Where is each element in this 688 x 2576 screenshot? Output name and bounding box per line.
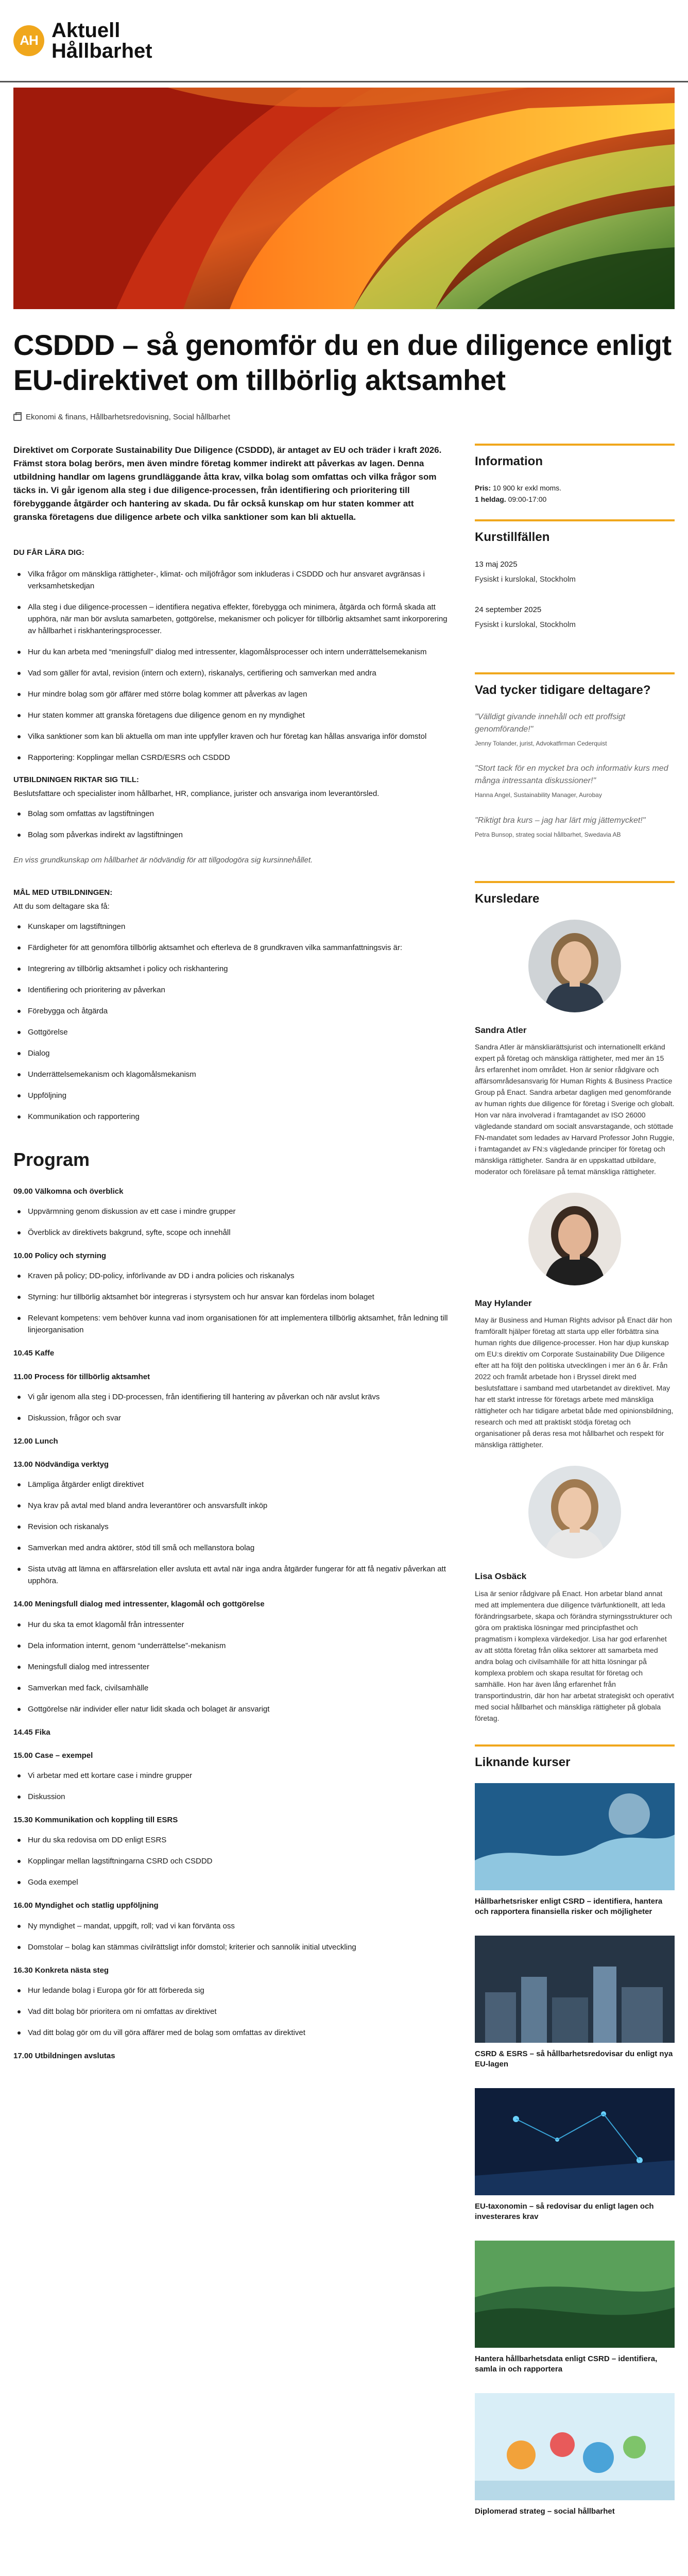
program-bullet: Vad ditt bolag bör prioritera om ni omfattas av direktivet [13, 2006, 448, 2018]
program-bullet: Sista utväg att lämna en affärsrelation eller avsluta ett avtal när inga andra åtgärder fungerar för att få negativ påverkan att upphöra. [13, 1563, 448, 1587]
course-date-location: Fysiskt i kurslokal, Stockholm [475, 574, 576, 584]
testimonial-quote: "Välldigt givande innehåll och ett proffsigt genomförande!" [475, 712, 626, 734]
price-row [475, 482, 675, 494]
sidebar [475, 444, 675, 2535]
learn-list [13, 568, 448, 764]
program-bullet: Dela information internt, genom “underrättelse”-mekanism [13, 1640, 448, 1652]
related-course-title[interactable]: Hållbarhetsrisker enligt CSRD – identifiera, hantera och rapportera finansiella risker och möjligheter [475, 1897, 663, 1916]
price-value: 10 900 kr exkl moms. [493, 484, 562, 493]
category-row [13, 411, 675, 423]
list-item: Hur staten kommer att granska företagens due diligence genom en ny myndighet [13, 709, 448, 721]
list-item: Förebygga och åtgärda [13, 1005, 448, 1017]
program-bullet: Domstolar – bolag kan stämmas civilrättsligt inför domstol; kriterier och sannolik initial utveckling [13, 1941, 448, 1953]
related-course-image [475, 2393, 675, 2500]
program-title: Program [13, 1149, 90, 1170]
leader-bio: May är Business and Human Rights advisor på Enact där hon framförallt hjälper företag att starta upp eller förbättra sina human rights due diligence-processer. Hon har djup kunskap om EU:s direktiv om Corporate Sustainability Due Diligence efter att ha följt den politiska utvecklingen i mer än 6 år. Från 2022 och framåt arbetade hon i Bryssel direkt med beslutsfattare i samband med utarbetandet av direktivet. May har ett starkt intresse för företags arbete med mänskliga rättigheter och har tidigare arbetat både med opinionsbildning, research och med att praktiskt stödja företag och organisationer på deras resa mot hållbarhet och respekt för mänskliga rättigheter. [475, 1316, 674, 1449]
program-item-heading: 10.00 Policy och styrning [13, 1251, 107, 1261]
list-item: Kunskaper om lagstiftningen [13, 921, 448, 933]
target-heading: UTBILDNINGEN RIKTAR SIG TILL: [13, 775, 139, 784]
leaders-heading: Kursledare [475, 881, 675, 908]
leaders-list [475, 920, 675, 1724]
testimonial-author: Petra Bunsop, strateg social hållbarhet, Swedavia AB [475, 831, 621, 838]
program-item-heading: 13.00 Nödvändiga verktyg [13, 1460, 109, 1469]
program-item-heading: 11.00 Process för tillbörlig aktsamhet [13, 1372, 150, 1381]
program-item-heading: 14.45 Fika [13, 1727, 50, 1737]
program-bullet: Relevant kompetens: vem behöver kunna vad inom organisationen för att implementera tillbörlig aktsamhet, från ledning till linjeorganisation [13, 1312, 448, 1336]
program-item-list [13, 1985, 448, 2039]
program-item-list [13, 1391, 448, 1424]
intro-text: Direktivet om Corporate Sustainability Due Diligence (CSDDD), är antaget av EU och träder i kraft 2026. Främst stora bolag berörs, men även mindre företag kommer indirekt att påverkas av lagen. Denna utbildning handlar om lagens grundläggande åtta krav, vilka bolag som omfattas och vilka frågor som täcks in. Vi går igenom alla steg i due diligence-processen, från identifiering och prioritering till förebyggande åtgärder och hantering av skada. Du får också kunskap om hur staten kommer att granska företagens due diligence arbete och vilka sanktioner som kan bli aktuella. [13, 445, 442, 522]
related-course-image [475, 1936, 675, 2043]
page-title: CSDDD – så genomför du en due diligence enligt EU-direktivet om tillbörlig aktsamhet [13, 329, 672, 396]
duration-label: 1 heldag. [475, 495, 506, 504]
leader-avatar [528, 1193, 621, 1285]
goal-list [13, 921, 448, 1123]
program-bullet: Vi går igenom alla steg i DD-processen, från identifiering till hantering av påverkan och när avslut krävs [13, 1391, 448, 1403]
logo-badge: AH [13, 25, 44, 56]
price-label: Pris: [475, 484, 491, 493]
dates-heading: Kurstillfällen [475, 519, 675, 547]
list-item: Bolag som påverkas indirekt av lagstiftningen [13, 829, 448, 841]
program-bullet: Kraven på policy; DD-policy, införlivande av DD i andra policies och riskanalys [13, 1270, 448, 1282]
course-date[interactable] [475, 604, 675, 631]
program-bullet: Samverkan med andra aktörer, stöd till små och mellanstora bolag [13, 1542, 448, 1554]
program-bullet: Ny myndighet – mandat, uppgift, roll; vad vi kan förvänta oss [13, 1920, 448, 1932]
related-course-image [475, 2088, 675, 2195]
program-bullet: Diskussion, frågor och svar [13, 1412, 448, 1424]
program-bullet: Vad ditt bolag gör om du vill göra affärer med de bolag som omfattas av direktivet [13, 2027, 448, 2039]
program-item-list [13, 1270, 448, 1336]
related-course-card[interactable] [475, 2088, 675, 2222]
course-leader [475, 1193, 675, 1450]
program-bullet: Styrning: hur tillbörlig aktsamhet bör integreras i styrsystem och hur ansvar kan fördelas inom bolaget [13, 1291, 448, 1303]
leader-name: Lisa Osbäck [475, 1571, 527, 1582]
program-bullet: Uppvärmning genom diskussion av ett case i mindre grupper [13, 1206, 448, 1217]
related-course-title[interactable]: CSRD & ESRS – så hållbarhetsredovisar du enligt nya EU-lagen [475, 2049, 673, 2069]
program-bullet: Vi arbetar med ett kortare case i mindre grupper [13, 1770, 448, 1782]
related-course-image [475, 2241, 675, 2348]
goal-heading: MÅL MED UTBILDNINGEN: [13, 888, 113, 897]
program-bullet: Lämpliga åtgärder enligt direktivet [13, 1479, 448, 1490]
list-item: Hur mindre bolag som gör affärer med större bolag kommer att påverkas av lagen [13, 688, 448, 700]
course-date-location: Fysiskt i kurslokal, Stockholm [475, 620, 576, 630]
list-item: Vad som gäller för avtal, revision (intern och extern), riskanalys, certifiering och samverkan med andra [13, 667, 448, 679]
duration-row [475, 494, 675, 505]
program-item-heading: 17.00 Utbildningen avslutas [13, 2051, 115, 2060]
testimonials-list [475, 711, 675, 840]
program-item-heading: 14.00 Meningsfull dialog med intressenter, klagomål och gottgörelse [13, 1600, 265, 1609]
site-header [0, 0, 688, 82]
list-item: Underrättelsemekanism och klagomålsmekanism [13, 1069, 448, 1080]
related-course-title[interactable]: EU-taxonomin – så redovisar du enligt lagen och investerares krav [475, 2202, 654, 2221]
course-date-value: 13 maj 2025 [475, 560, 518, 569]
related-course-image [475, 1783, 675, 1890]
course-date-value: 24 september 2025 [475, 605, 542, 615]
program-bullet: Samverkan med fack, civilsamhälle [13, 1682, 448, 1694]
prerequisite-note: En viss grundkunskap om hållbarhet är nödvändig för att tillgodogöra sig kursinnehållet. [13, 855, 313, 865]
program-item-list [13, 1834, 448, 1888]
program-item-list [13, 1770, 448, 1803]
related-course-title[interactable]: Hantera hållbarhetsdata enligt CSRD – identifiera, samla in och rapportera [475, 2354, 658, 2374]
course-leader [475, 1466, 675, 1723]
testimonial-quote: "Riktigt bra kurs – jag har lärt mig jättemycket!" [475, 816, 646, 825]
list-item: Dialog [13, 1047, 448, 1059]
program-bullet: Meningsfull dialog med intressenter [13, 1661, 448, 1673]
program-bullet: Hur du ska ta emot klagomål från intressenter [13, 1619, 448, 1631]
course-leader [475, 920, 675, 1177]
program-item-heading: 09.00 Välkomna och överblick [13, 1187, 124, 1196]
program-item-heading: 15.30 Kommunikation och koppling till ESRS [13, 1816, 178, 1825]
goal-text: Att du som deltagare ska få: [13, 902, 110, 911]
logo-line-1: Aktuell [51, 19, 121, 42]
leader-avatar [528, 920, 621, 1012]
leader-name: Sandra Atler [475, 1025, 527, 1035]
list-item: Uppföljning [13, 1090, 448, 1101]
list-item: Bolag som omfattas av lagstiftningen [13, 808, 448, 820]
page-layout [0, 444, 688, 2535]
leader-name: May Hylander [475, 1298, 532, 1309]
list-item: Identifiering och prioritering av påverkan [13, 984, 448, 996]
dates-list [475, 558, 675, 631]
category-links[interactable]: Ekonomi & finans, Hållbarhetsredovisning, Social hållbarhet [26, 413, 230, 421]
program-bullet: Revision och riskanalys [13, 1521, 448, 1533]
program-item-heading: 15.00 Case – exempel [13, 1751, 93, 1760]
list-item: Kommunikation och rapportering [13, 1111, 448, 1123]
program-item-list [13, 1206, 448, 1239]
program-item-list [13, 1479, 448, 1587]
program-item-list [13, 1920, 448, 1953]
leader-avatar [528, 1466, 621, 1558]
leader-bio: Lisa är senior rådgivare på Enact. Hon arbetar bland annat med att implementera due diligence tvärfunktionellt, att leda förändringsarbete, skapa och förändra styrningsstrukturer och göra om praktiska lösningar med principfasthet och pragmatism i komplexa värdekedjor. Lisa har god erfarenhet av att stötta företag från olika sektorer att samarbeta med andra bolag och civilsamhälle för att hitta lösningar på komplexa problem och skapa resultat för företag och samhälle. Hon har även lång erfarenhet från transportindustrin, där hon har arbetat strategiskt och operativt med social hållbarhet och mänskliga rättigheter på globala företag. [475, 1589, 674, 1722]
program-bullet: Överblick av direktivets bakgrund, syfte, scope och innehåll [13, 1227, 448, 1239]
target-text: Beslutsfattare och specialister inom hållbarhet, HR, compliance, jurister och ansvariga inom leverantörsled. [13, 789, 380, 798]
list-item: Vilka sanktioner som kan bli aktuella om man inte uppfyller kraven och hur företag kan hållas ansvariga inför domstol [13, 731, 448, 742]
logo-line-2: Hållbarhet [51, 39, 152, 62]
program-item-heading: 12.00 Lunch [13, 1436, 58, 1446]
program-item-heading: 16.00 Myndighet och statlig uppföljning [13, 1901, 159, 1910]
program-bullet: Nya krav på avtal med bland andra leverantörer och ansvarsfullt inköp [13, 1500, 448, 1512]
related-course-card[interactable] [475, 1936, 675, 2070]
program-bullet: Hur du ska redovisa om DD enligt ESRS [13, 1834, 448, 1846]
course-date[interactable] [475, 558, 675, 586]
list-item: Rapportering: Kopplingar mellan CSRD/ESRS och CSDDD [13, 752, 448, 764]
related-course-card[interactable] [475, 1783, 675, 1917]
list-item: Vilka frågor om mänskliga rättigheter-, klimat- och miljöfrågor som inkluderas i CSDDD och hur ansvaret avgränsas i verksamhetskedjan [13, 568, 448, 592]
related-list [475, 1783, 675, 2517]
testimonial-author: Hanna Angel, Sustainability Manager, Aurobay [475, 791, 602, 799]
info-heading: Information [475, 444, 675, 471]
list-item: Färdigheter för att genomföra tillbörlig aktsamhet och efterleva de 8 grundkraven vilka sammanfattningsvis är: [13, 942, 448, 954]
duration-value: 09:00-17:00 [508, 495, 547, 504]
program-item-list [13, 1619, 448, 1715]
testimonial-quote: "Stort tack för en mycket bra och informativ kurs med många intressanta diskussioner!" [475, 764, 668, 786]
related-course-card[interactable] [475, 2241, 675, 2375]
testimonial [475, 815, 675, 840]
program-bullet: Gottgörelse när individer eller natur lidit skada och bolaget är ansvarigt [13, 1703, 448, 1715]
main-content [13, 444, 448, 2070]
testimonial [475, 762, 675, 800]
related-heading: Liknande kurser [475, 1744, 675, 1772]
list-item: Hur du kan arbeta med “meningsfull” dialog med intressenter, klagomålsprocesser och intern underrättelsemekanism [13, 646, 448, 658]
program-bullet: Diskussion [13, 1791, 448, 1803]
target-list [13, 808, 448, 841]
program-bullet: Kopplingar mellan lagstiftningarna CSRD och CSDDD [13, 1855, 448, 1867]
hero-wrap [0, 82, 688, 309]
testimonials-heading: Vad tycker tidigare deltagare? [475, 672, 675, 700]
leader-bio: Sandra Atler är mänskliarättsjurist och internationellt erkänd expert på företag och mänskliga rättigheter, med mer än 15 års erfarenhet inom området. Hon är senior rådgivare och affärsområdesansvarig för Human Rights & Business Practice Group på Enact. Sandra arbetar dagligen med genomförande av human rights due diligence för företag i Sverige och globalt. Hon var nära involverad i framtagandet av ISO 26000 vägledande standard om socialt ansvarstagande, och stöttade FN-mandatet som ledades av Harvard Professor John Ruggie, i framtagandet av FN:s vägledande principer för företag och mänskliga rättigheter. Sandra är en uppskattad utbildare, moderator och föreläsare på temat mänskliga rättigheter. [475, 1043, 675, 1176]
briefcase-icon [13, 414, 22, 421]
site-logo[interactable] [13, 20, 152, 61]
program-item-heading: 16.30 Konkreta nästa steg [13, 1965, 109, 1975]
program-list [13, 1185, 448, 2062]
related-course-card[interactable] [475, 2393, 675, 2517]
hero-image [13, 88, 675, 309]
testimonial [475, 711, 675, 749]
program-bullet: Goda exempel [13, 1876, 448, 1888]
related-course-title[interactable]: Diplomerad strateg – social hållbarhet [475, 2507, 615, 2516]
program-item-heading: 10.45 Kaffe [13, 1349, 55, 1358]
list-item: Integrering av tillbörlig aktsamhet i policy och riskhantering [13, 963, 448, 975]
list-item: Gottgörelse [13, 1026, 448, 1038]
program-bullet: Hur ledande bolag i Europa gör för att förbereda sig [13, 1985, 448, 1996]
logo-text [51, 20, 152, 61]
hero-abstract-art [13, 88, 675, 309]
list-item: Alla steg i due diligence-processen – identifiera negativa effekter, förebygga och minimera, åtgärda och förmå skada att upphöra, när man bör avsluta samarbeten, gottgörelse, mekanismer och policyer för tillbörlig aktsamhet samt inkorporering av hållbarhet i riskhanteringsprocesser. [13, 601, 448, 637]
learn-heading: DU FÅR LÄRA DIG: [13, 548, 84, 557]
testimonial-author: Jenny Tolander, jurist, Advokatfirman Cederquist [475, 739, 607, 747]
